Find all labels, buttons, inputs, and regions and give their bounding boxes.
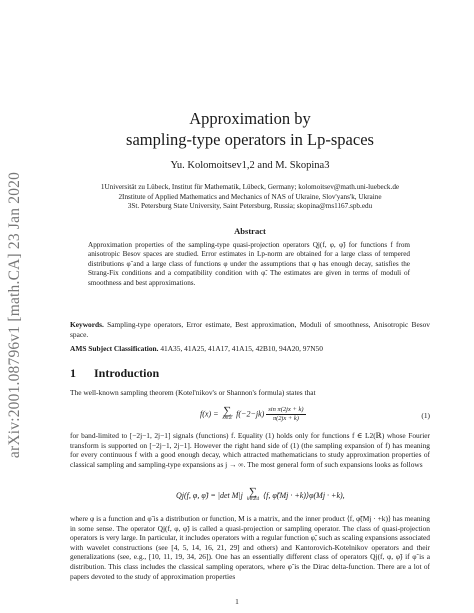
eq1-sum: ∑ k∈ℤ [222, 404, 233, 421]
equation-2 [70, 486, 430, 508]
title-line-2: sampling-type operators in Lp-spaces [126, 130, 374, 149]
keywords-label: Keywords. [70, 320, 104, 329]
eq2-sum: ∑ k∈ℤd [246, 486, 260, 502]
eq1-numerator: sin π(2jx + k) [268, 406, 304, 413]
abstract-text: Approximation properties of the sampling-type quasi-projection operators Qj(f, φ, φ̃) for functions f from anisotropic Besov spaces are studied. Error estimates in Lp-norm are obtained for a large class of tempered distributions φ̃ and a large class of functions φ under the assumptions that φ has enough decay, satisfies the Strang-Fix conditions and a compatibility condition with φ̃. The estimates are given in terms of moduli of smoothness and best approximations. [88, 241, 410, 287]
equation-1-expression [200, 406, 306, 423]
paragraph-1: The well-known sampling theorem (Kotel'nikov's or Shannon's formula) states that [70, 388, 316, 397]
page-number: 1 [235, 597, 239, 606]
section-heading [70, 366, 159, 381]
ams-text: 41A35, 41A25, 41A17, 41A15, 42B10, 94A20, 97N50 [158, 344, 323, 353]
section-title: Introduction [94, 366, 160, 380]
equation-1-tag: (1) [421, 411, 430, 420]
eq2-sum-sub: k∈ℤd [246, 497, 260, 502]
affiliation-3: 3St. Petersburg State University, Saint Petersburg, Russia; skopina@ms1167.spb.edu [127, 202, 373, 211]
keywords [70, 320, 430, 339]
affiliations [90, 183, 410, 212]
arxiv-stamp [2, 150, 28, 480]
authors: Yu. Kolomoitsev1,2 and M. Skopina3 [170, 160, 330, 171]
eq2-lhs: Qj(f, φ, φ̃) = |det M|j [176, 490, 245, 500]
keywords-text: Sampling-type operators, Error estimate, Best approximation, Moduli of smoothness, Anisotropic Besov space. [70, 320, 430, 339]
ams-label: AMS Subject Classification. [70, 344, 159, 353]
section-number: 1 [70, 366, 76, 380]
title-line-1: Approximation by [189, 109, 311, 128]
arxiv-id-text: arXiv:2001.08796v1 [math.CA] 23 Jan 2020 [6, 171, 23, 459]
eq1-denominator: π(2jx + k) [272, 415, 299, 422]
eq1-sum-sub: k∈ℤ [222, 415, 233, 421]
equation-1 [70, 402, 430, 428]
affiliation-2: 2Institute of Applied Mathematics and Mechanics of NAS of Ukraine, Slov'yans'k, Ukraine [118, 192, 382, 201]
ams-classification [70, 344, 430, 354]
eq1-fraction [266, 406, 305, 423]
eq2-term: ⟨f, φ̃(Mj · +k)⟩φ(Mj · +k), [263, 490, 345, 500]
eq1-lhs: f(x) = [200, 409, 221, 419]
eq1-term: f(−2−jk) [236, 409, 265, 419]
paragraph-2: for band-limited to [−2j−1, 2j−1] signals (functions) f. Equality (1) holds only for functions f ∈ L2(ℝ) whose Fourier transform is supported on [−2j−1, 2j−1]. However the right hand side of (1) (the sampling expansion of f) has meaning for every continuous f with a good enough decay, which attracted mathematicians to study approximation properties of classical sampling and sampling-type expansions as j → ∞. The most general form of such expansions looks as follows [70, 431, 430, 469]
affiliation-1: 1Universität zu Lübeck, Institut für Mathematik, Lübeck, Germany; kolomoitsev@math.uni-luebeck.de [100, 183, 400, 191]
equation-2-expression [176, 486, 345, 503]
paper-title [60, 108, 440, 150]
paragraph-3: where φ is a function and φ̃ is a distribution or function, M is a matrix, and the inner product ⟨f, φ̃(Mj · +k)⟩ has meaning in some sense. The operator Qj(f, φ, φ̃) is called a quasi-projection or sampling operator. The class of quasi-projection operators is very large. In particular, it includes operators with a regular function φ̃, such as scaling expansions associated with wavelet constructions (see [4, 5, 14, 16, 21, 29] and others) and Kantorovich-Kotelnikov operators and their generalizations (see, e.g., [10, 11, 19, 34, 26]). One has an essentially different class of operators Qj(f, φ, φ̃) if φ̃ is a distribution. This class includes the classical sampling operators, where φ̃ is the Dirac delta-function. There are a lot of papers devoted to the study of approximation properties [70, 514, 430, 581]
abstract-heading: Abstract [234, 226, 266, 236]
